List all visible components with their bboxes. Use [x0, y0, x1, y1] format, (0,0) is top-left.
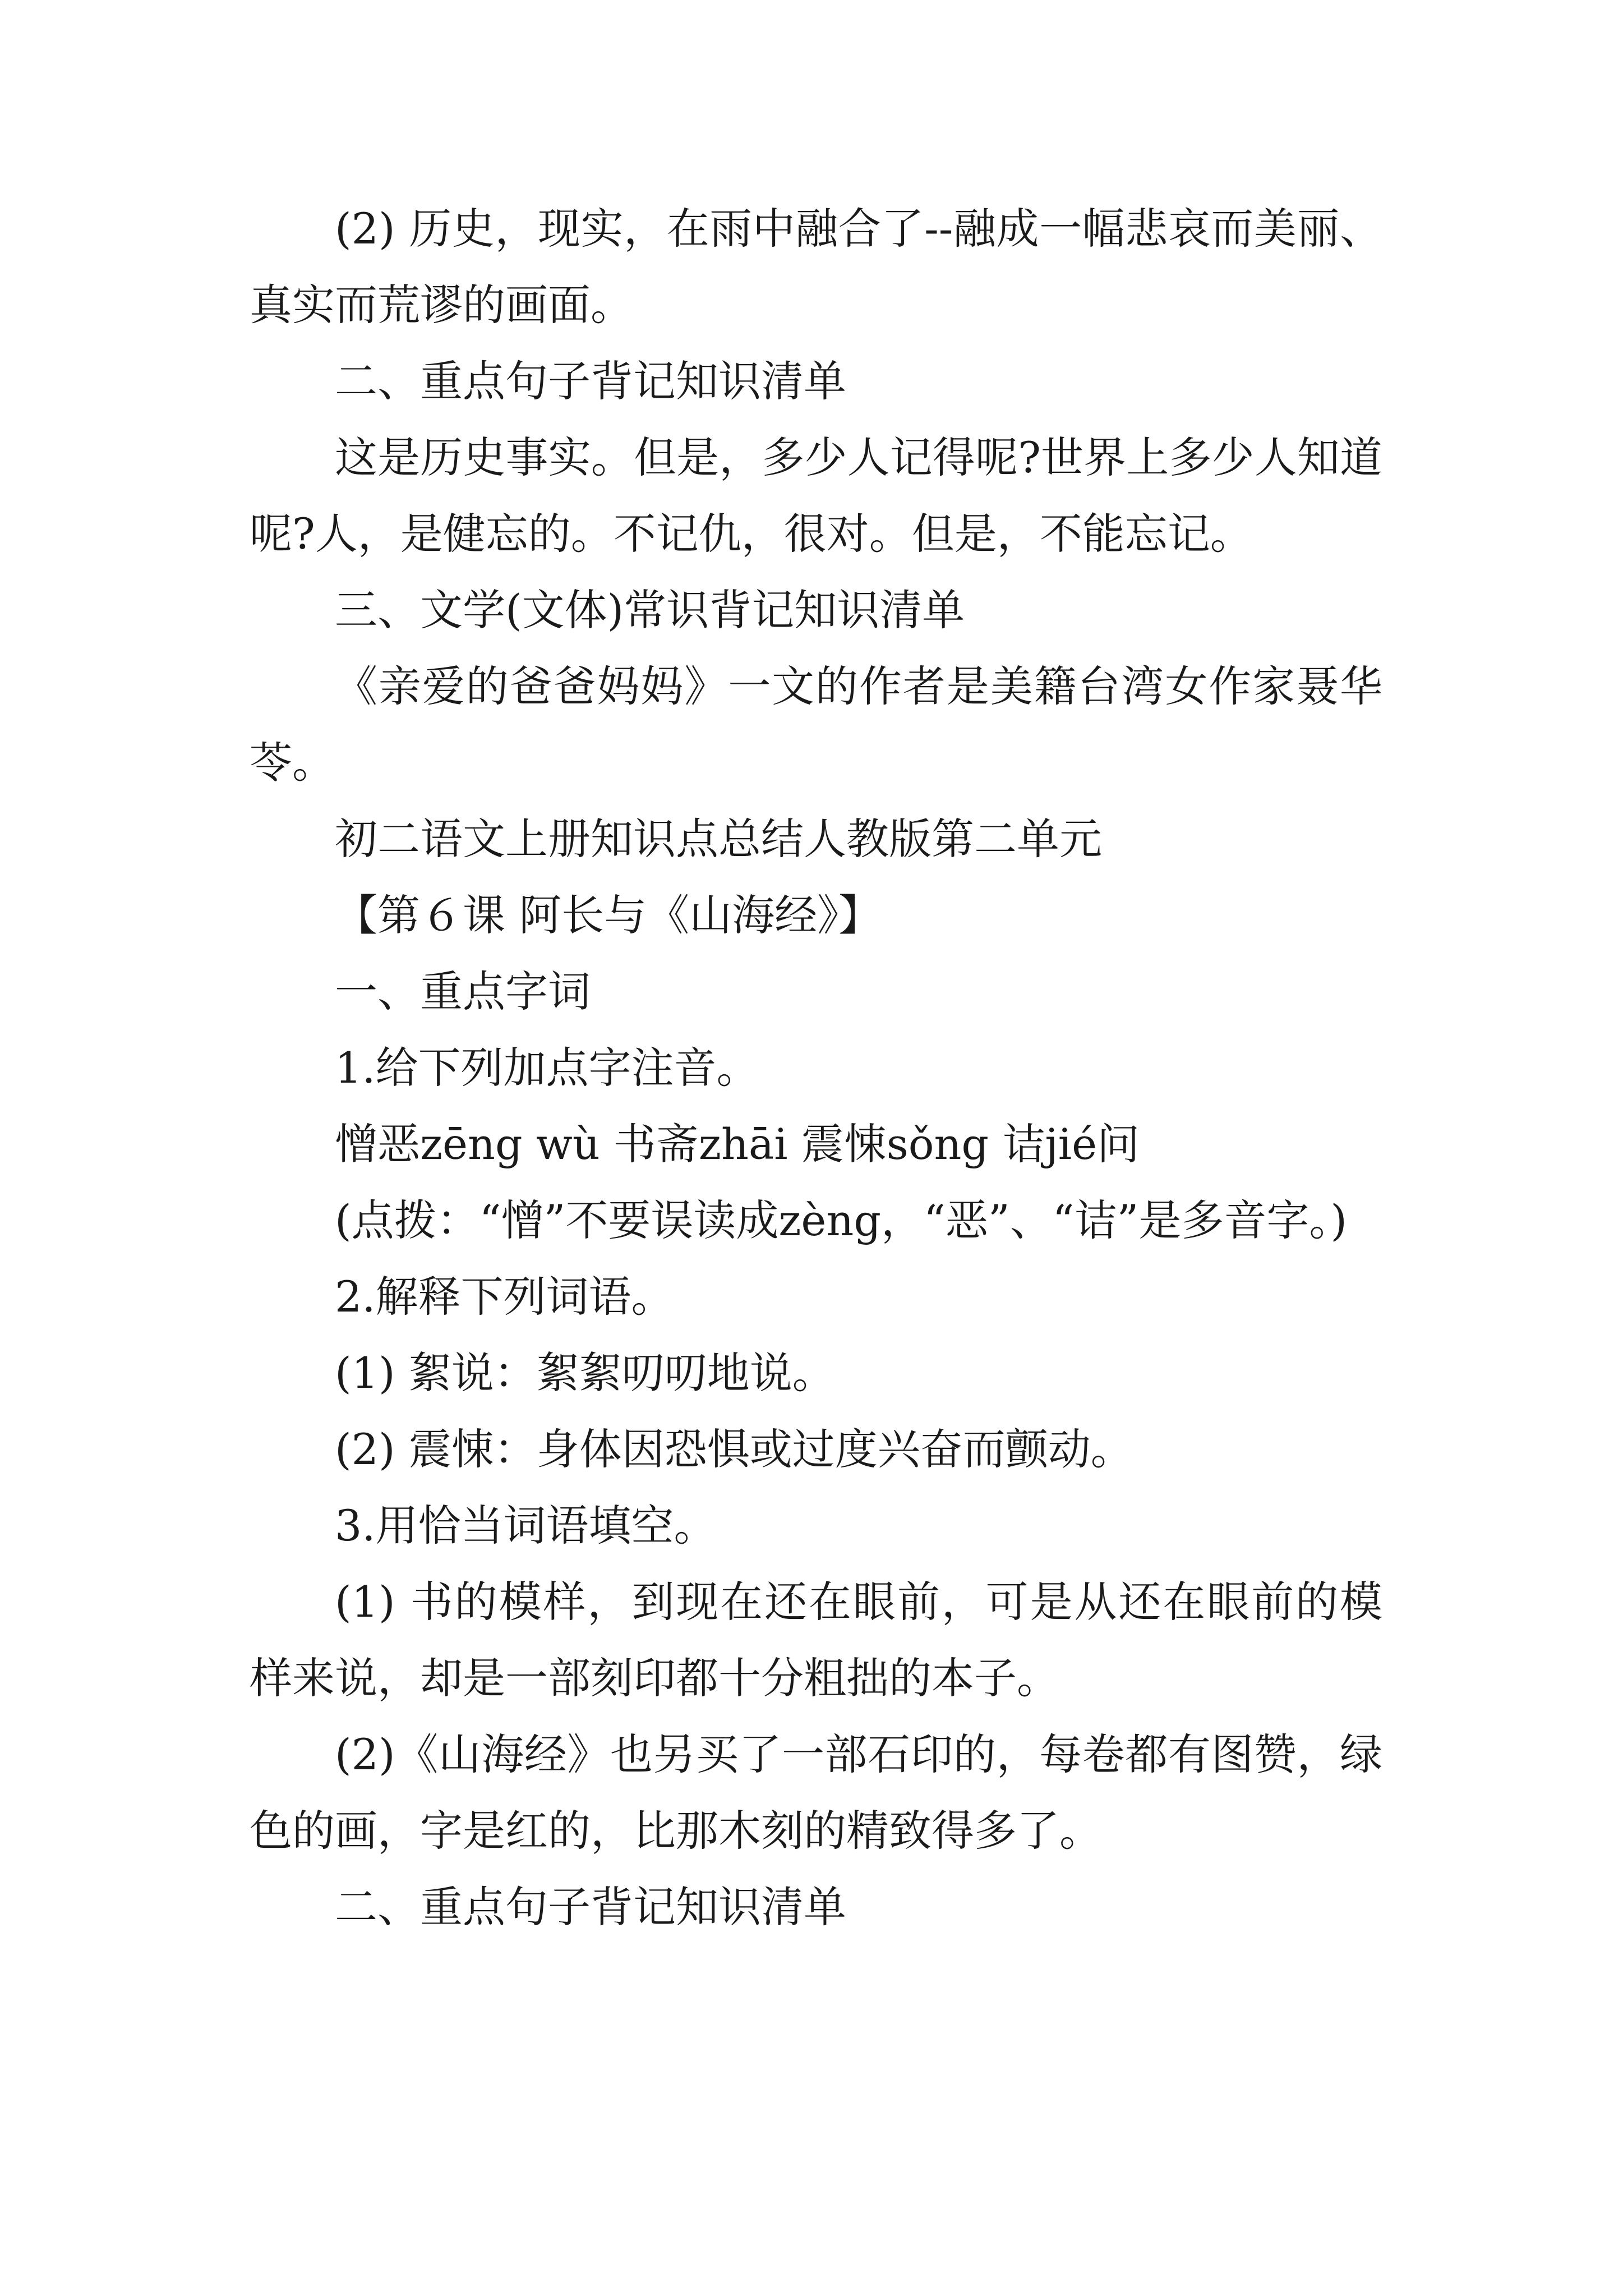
paragraph-rain-history: (2) 历史，现实，在雨中融合了--融成一幅悲哀而美丽、真实而荒谬的画面。 [250, 204, 1382, 330]
paragraph-pinyin-tip: (点拨：“憎”不要误读成zèng，“恶”、“诘”是多音字。) [335, 1195, 1348, 1245]
item-pinyin-task: 1.给下列加点字注音。 [335, 1043, 759, 1093]
item-explain-words: 2.解释下列词语。 [335, 1272, 674, 1322]
heading-key-words: 一、重点字词 [335, 967, 591, 1016]
document-page [250, 191, 1382, 1945]
heading-unit-two: 初二语文上册知识点总结人教版第二单元 [335, 814, 1102, 864]
paragraph-history-fact: 这是历史事实。但是，多少人记得呢?世界上多少人知道呢?人，是健忘的。不记仇，很对。但是，不能忘记。 [250, 432, 1382, 559]
item-fill-blank: 3.用恰当词语填空。 [335, 1501, 717, 1550]
item-fill-blank-2: (2)《山海经》也另买了一部石印的，每卷都有图赞，绿色的画，字是红的，比那木刻的精致得多了。 [250, 1729, 1382, 1856]
paragraph-pinyin-answers: 憎恶zēng wù 书斋zhāi 震悚sǒng 诘jié问 [335, 1119, 1140, 1169]
heading-key-sentences: 二、重点句子背记知识清单 [335, 356, 846, 406]
heading-literature-knowledge: 三、文学(文体)常识背记知识清单 [335, 585, 965, 635]
heading-lesson-six: 【第６课 阿长与《山海经》】 [335, 890, 882, 940]
item-fill-blank-1: (1) 书的模样，到现在还在眼前，可是从还在眼前的模样来说，却是一部刻印都十分粗拙的本子。 [250, 1577, 1382, 1703]
item-explain-xushuo: (1) 絮说：絮絮叨叨地说。 [335, 1348, 835, 1398]
heading-key-sentences-2: 二、重点句子背记知识清单 [335, 1882, 846, 1932]
item-explain-zhensong: (2) 震悚：身体因恐惧或过度兴奋而颤动。 [335, 1424, 1133, 1474]
paragraph-author: 《亲爱的爸爸妈妈》一文的作者是美籍台湾女作家聂华苓。 [250, 661, 1382, 788]
